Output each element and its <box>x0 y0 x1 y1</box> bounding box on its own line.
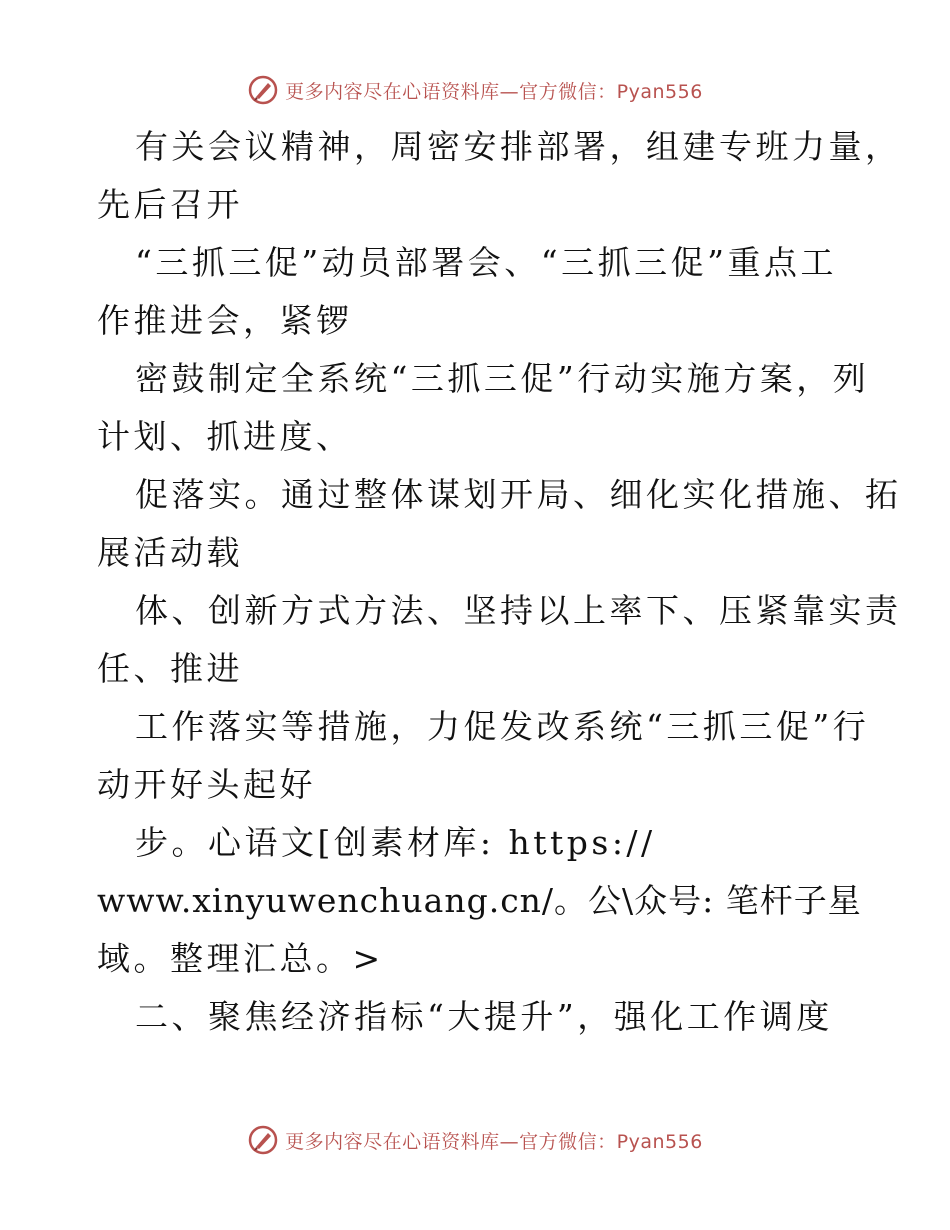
text-line: 促落实。通过整体谋划开局、细化实化措施、拓 <box>135 475 902 514</box>
text-line: 有关会议精神，周密安排部署，组建专班力量， <box>135 127 902 166</box>
text-line: “三抓三促”动员部署会、“三抓三促”重点工 <box>135 243 837 282</box>
text-line: 步。心语文[创素材库: https:// <box>135 823 656 862</box>
text-line: 密鼓制定全系统“三抓三促”行动实施方案，列 <box>135 359 870 398</box>
text-line: 计划、抓进度、 <box>97 417 353 456</box>
text-line: 体、创新方式方法、坚持以上率下、压紧靠实责 <box>135 591 902 630</box>
text-line: 作推进会，紧锣 <box>97 301 353 340</box>
text-line: 先后召开 <box>97 185 243 224</box>
document-body <box>97 118 902 1046</box>
header-watermark <box>0 70 950 110</box>
text-line: 任、推进 <box>97 649 243 688</box>
text-line: 展活动载 <box>97 533 243 572</box>
text-line: 工作落实等措施，力促发改系统“三抓三促”行 <box>135 707 870 746</box>
text-line: www.xinyuwenchuang.cn/。公\众号: 笔杆子星 <box>97 881 862 920</box>
text-line: 动开好头起好 <box>97 765 316 804</box>
watermark-text: 更多内容尽在心语资料库—官方微信：Pyan556 <box>285 80 703 103</box>
text-line: 域。整理汇总。> <box>97 939 384 978</box>
fountain-pen-logo-icon <box>247 74 279 106</box>
fountain-pen-logo-icon <box>247 1124 279 1156</box>
watermark-text: 更多内容尽在心语资料库—官方微信：Pyan556 <box>285 1130 703 1153</box>
footer-watermark <box>0 1120 950 1160</box>
text-line: 二、聚焦经济指标“大提升”，强化工作调度 <box>135 997 833 1036</box>
